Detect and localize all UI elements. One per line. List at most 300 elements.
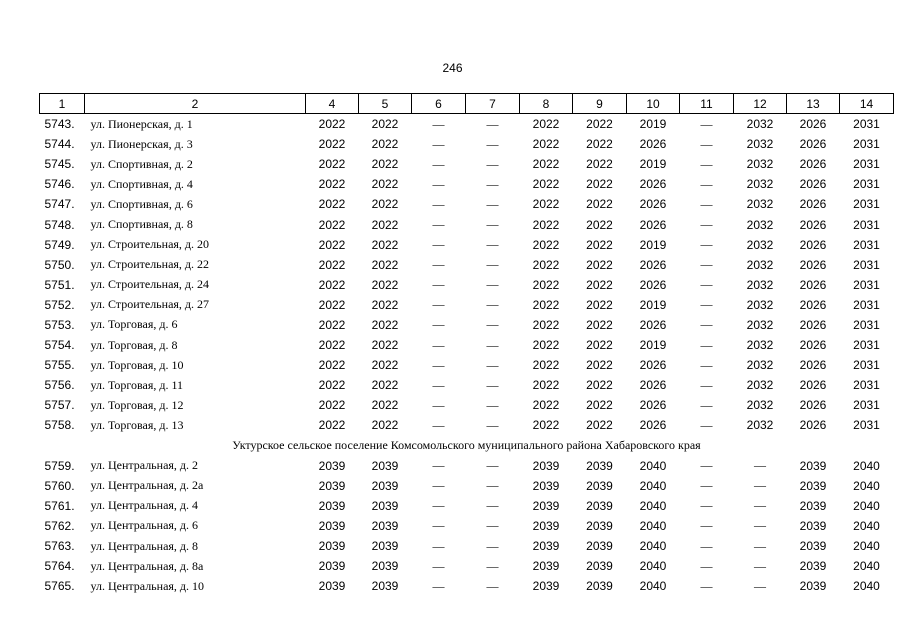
year-cell: — bbox=[700, 237, 713, 252]
year-cell: 2040 bbox=[853, 478, 880, 493]
table-row bbox=[40, 134, 894, 154]
table-row bbox=[40, 476, 894, 496]
year-cell: 2039 bbox=[318, 478, 346, 493]
year-cell: 2026 bbox=[639, 378, 667, 393]
year-cell: — bbox=[754, 578, 766, 593]
year-cell: 2026 bbox=[799, 217, 827, 232]
year-cell: 2022 bbox=[371, 137, 399, 152]
column-header-10: 11 bbox=[680, 94, 734, 114]
year-cell: 2039 bbox=[318, 539, 346, 554]
year-cell: 2022 bbox=[371, 177, 399, 192]
year-cell: 2031 bbox=[853, 418, 880, 433]
year-cell: — bbox=[700, 297, 713, 312]
address-cell: ул. Спортивная, д. 2 bbox=[90, 156, 193, 171]
year-cell: — bbox=[432, 458, 445, 473]
year-cell: — bbox=[486, 417, 499, 432]
year-cell: — bbox=[700, 116, 713, 131]
year-cell: 2026 bbox=[799, 297, 827, 312]
year-cell: 2039 bbox=[371, 559, 399, 574]
year-cell: — bbox=[700, 337, 713, 352]
table-row bbox=[40, 174, 894, 194]
year-cell: — bbox=[700, 257, 713, 272]
year-cell: 2031 bbox=[853, 317, 880, 332]
year-cell: — bbox=[486, 377, 499, 392]
year-cell: 2022 bbox=[318, 317, 346, 332]
year-cell: 2026 bbox=[799, 257, 827, 272]
year-cell: 2022 bbox=[318, 398, 346, 413]
address-cell: ул. Центральная, д. 4 bbox=[90, 498, 199, 513]
year-cell: — bbox=[486, 196, 499, 211]
year-cell: 2031 bbox=[853, 137, 880, 152]
table-row bbox=[40, 355, 894, 375]
column-header-13: 14 bbox=[840, 94, 894, 114]
table-row bbox=[40, 375, 894, 395]
year-cell: 2026 bbox=[639, 418, 667, 433]
year-cell: — bbox=[700, 136, 713, 151]
year-cell: — bbox=[486, 578, 499, 593]
row-number: 5748. bbox=[44, 217, 75, 232]
year-cell: 2022 bbox=[371, 277, 399, 292]
year-cell: 2031 bbox=[853, 398, 880, 413]
year-cell: 2026 bbox=[799, 117, 827, 132]
year-cell: — bbox=[486, 357, 499, 372]
year-cell: 2022 bbox=[532, 237, 560, 252]
year-cell: 2022 bbox=[318, 117, 346, 132]
year-cell: 2022 bbox=[586, 237, 613, 252]
row-number: 5765. bbox=[44, 579, 75, 594]
year-cell: 2039 bbox=[799, 478, 827, 493]
year-cell: 2022 bbox=[532, 398, 560, 413]
year-cell: 2039 bbox=[371, 518, 399, 533]
year-cell: 2022 bbox=[371, 237, 399, 252]
address-cell: ул. Центральная, д. 2а bbox=[90, 478, 204, 493]
year-cell: — bbox=[432, 518, 445, 533]
year-cell: — bbox=[700, 377, 713, 392]
year-cell: 2022 bbox=[318, 197, 346, 212]
year-cell: — bbox=[432, 337, 445, 352]
year-cell: 2026 bbox=[639, 257, 667, 272]
year-cell: 2022 bbox=[318, 177, 346, 192]
year-cell: 2022 bbox=[532, 257, 560, 272]
section-heading-row bbox=[40, 436, 894, 456]
row-number: 5754. bbox=[44, 338, 75, 353]
year-cell: 2022 bbox=[532, 117, 560, 132]
column-header-4: 5 bbox=[359, 94, 412, 114]
year-cell: — bbox=[432, 558, 445, 573]
row-number: 5758. bbox=[44, 418, 75, 433]
row-number: 5747. bbox=[44, 197, 75, 212]
year-cell: 2022 bbox=[318, 378, 346, 393]
year-cell: — bbox=[486, 478, 499, 493]
year-cell: 2039 bbox=[586, 498, 613, 513]
address-cell: ул. Торговая, д. 12 bbox=[90, 397, 184, 412]
year-cell: 2040 bbox=[639, 458, 667, 473]
year-cell: — bbox=[432, 176, 445, 191]
address-cell: ул. Строительная, д. 22 bbox=[90, 257, 210, 272]
year-cell: 2032 bbox=[746, 197, 774, 212]
row-number: 5749. bbox=[44, 237, 75, 252]
table-row bbox=[40, 275, 894, 295]
year-cell: — bbox=[700, 538, 713, 553]
column-header-11: 12 bbox=[734, 94, 787, 114]
row-number: 5752. bbox=[44, 297, 75, 312]
table-row bbox=[40, 194, 894, 214]
year-cell: — bbox=[432, 538, 445, 553]
year-cell: — bbox=[432, 498, 445, 513]
year-cell: — bbox=[486, 397, 499, 412]
year-cell: 2022 bbox=[371, 157, 399, 172]
year-cell: 2026 bbox=[799, 317, 827, 332]
address-cell: ул. Торговая, д. 13 bbox=[90, 417, 184, 432]
year-cell: — bbox=[432, 377, 445, 392]
year-cell: 2022 bbox=[371, 338, 399, 353]
year-cell: 2022 bbox=[532, 177, 560, 192]
column-header-1: 1 bbox=[40, 94, 85, 114]
year-cell: 2039 bbox=[318, 458, 346, 473]
year-cell: — bbox=[486, 297, 499, 312]
year-cell: — bbox=[754, 558, 766, 573]
row-number: 5763. bbox=[44, 539, 75, 554]
year-cell: 2040 bbox=[639, 478, 667, 493]
year-cell: 2040 bbox=[853, 579, 880, 594]
year-cell: 2031 bbox=[853, 217, 880, 232]
table-row bbox=[40, 335, 894, 355]
year-cell: 2032 bbox=[746, 137, 774, 152]
year-cell: — bbox=[700, 478, 713, 493]
year-cell: — bbox=[700, 357, 713, 372]
year-cell: 2039 bbox=[532, 458, 560, 473]
year-cell: 2022 bbox=[586, 277, 613, 292]
year-cell: 2022 bbox=[318, 157, 346, 172]
year-cell: 2022 bbox=[586, 398, 613, 413]
year-cell: 2022 bbox=[532, 297, 560, 312]
year-cell: 2022 bbox=[532, 277, 560, 292]
year-cell: 2026 bbox=[639, 358, 667, 373]
year-cell: 2022 bbox=[586, 217, 613, 232]
year-cell: 2032 bbox=[746, 418, 774, 433]
year-cell: — bbox=[700, 277, 713, 292]
year-cell: 2039 bbox=[318, 579, 346, 594]
year-cell: 2022 bbox=[371, 217, 399, 232]
year-cell: 2040 bbox=[639, 498, 667, 513]
year-cell: 2032 bbox=[746, 117, 774, 132]
year-cell: 2039 bbox=[799, 518, 827, 533]
address-cell: ул. Центральная, д. 8а bbox=[90, 558, 204, 573]
year-cell: 2039 bbox=[799, 458, 827, 473]
year-cell: — bbox=[754, 458, 766, 473]
table-row bbox=[40, 255, 894, 275]
year-cell: 2039 bbox=[799, 498, 827, 513]
year-cell: 2026 bbox=[799, 157, 827, 172]
column-header-7: 8 bbox=[520, 94, 573, 114]
year-cell: 2032 bbox=[746, 358, 774, 373]
year-cell: 2022 bbox=[371, 197, 399, 212]
address-cell: ул. Строительная, д. 27 bbox=[90, 297, 210, 312]
year-cell: — bbox=[700, 458, 713, 473]
row-number: 5756. bbox=[44, 378, 75, 393]
year-cell: — bbox=[700, 317, 713, 332]
year-cell: 2032 bbox=[746, 277, 774, 292]
year-cell: 2022 bbox=[586, 338, 613, 353]
row-number: 5760. bbox=[44, 478, 75, 493]
year-cell: 2031 bbox=[853, 378, 880, 393]
year-cell: 2022 bbox=[318, 277, 346, 292]
year-cell: 2040 bbox=[853, 498, 880, 513]
address-cell: ул. Строительная, д. 20 bbox=[90, 237, 210, 252]
year-cell: 2022 bbox=[532, 137, 560, 152]
year-cell: 2022 bbox=[586, 317, 613, 332]
table-row bbox=[40, 456, 894, 476]
year-cell: 2039 bbox=[586, 478, 613, 493]
year-cell: — bbox=[700, 417, 713, 432]
column-header-12: 13 bbox=[787, 94, 840, 114]
year-cell: 2039 bbox=[586, 559, 613, 574]
year-cell: 2031 bbox=[853, 358, 880, 373]
year-cell: 2022 bbox=[586, 378, 613, 393]
year-cell: 2022 bbox=[318, 257, 346, 272]
address-cell: ул. Торговая, д. 6 bbox=[90, 317, 178, 332]
year-cell: 2022 bbox=[532, 217, 560, 232]
column-header-5: 6 bbox=[412, 94, 466, 114]
year-cell: 2032 bbox=[746, 157, 774, 172]
year-cell: 2022 bbox=[586, 117, 613, 132]
year-cell: 2022 bbox=[586, 137, 613, 152]
year-cell: — bbox=[754, 498, 766, 513]
year-cell: 2039 bbox=[371, 539, 399, 554]
year-cell: 2039 bbox=[318, 518, 346, 533]
year-cell: 2022 bbox=[371, 117, 399, 132]
year-cell: 2022 bbox=[586, 257, 613, 272]
page-number: 246 bbox=[442, 61, 463, 75]
year-cell: — bbox=[700, 217, 713, 232]
year-cell: 2031 bbox=[853, 157, 880, 172]
year-cell: — bbox=[432, 217, 445, 232]
year-cell: 2031 bbox=[853, 197, 880, 212]
data-table bbox=[39, 93, 894, 596]
year-cell: 2019 bbox=[639, 297, 667, 312]
table-row bbox=[40, 154, 894, 174]
row-number: 5744. bbox=[44, 137, 75, 152]
year-cell: 2022 bbox=[371, 257, 399, 272]
year-cell: 2039 bbox=[318, 498, 346, 513]
year-cell: 2022 bbox=[586, 197, 613, 212]
year-cell: 2039 bbox=[371, 498, 399, 513]
year-cell: 2022 bbox=[371, 317, 399, 332]
year-cell: — bbox=[432, 397, 445, 412]
year-cell: — bbox=[486, 176, 499, 191]
year-cell: 2022 bbox=[318, 137, 346, 152]
year-cell: — bbox=[700, 397, 713, 412]
year-cell: — bbox=[486, 317, 499, 332]
year-cell: 2031 bbox=[853, 177, 880, 192]
year-cell: 2022 bbox=[318, 297, 346, 312]
year-cell: — bbox=[432, 478, 445, 493]
year-cell: 2039 bbox=[586, 518, 613, 533]
address-cell: ул. Центральная, д. 10 bbox=[90, 578, 205, 593]
header-row bbox=[40, 94, 894, 114]
year-cell: 2031 bbox=[853, 237, 880, 252]
year-cell: 2032 bbox=[746, 338, 774, 353]
table-row bbox=[40, 235, 894, 255]
year-cell: 2032 bbox=[746, 297, 774, 312]
year-cell: — bbox=[432, 357, 445, 372]
row-number: 5759. bbox=[44, 458, 75, 473]
year-cell: — bbox=[486, 558, 499, 573]
year-cell: — bbox=[432, 277, 445, 292]
address-cell: ул. Центральная, д. 2 bbox=[90, 458, 199, 473]
year-cell: — bbox=[700, 558, 713, 573]
year-cell: — bbox=[700, 176, 713, 191]
address-cell: ул. Торговая, д. 10 bbox=[90, 357, 184, 372]
row-number: 5762. bbox=[44, 518, 75, 533]
year-cell: 2040 bbox=[639, 518, 667, 533]
row-number: 5753. bbox=[44, 317, 75, 332]
year-cell: — bbox=[700, 196, 713, 211]
year-cell: — bbox=[432, 417, 445, 432]
year-cell: — bbox=[432, 136, 445, 151]
year-cell: — bbox=[486, 277, 499, 292]
year-cell: — bbox=[754, 518, 766, 533]
year-cell: 2022 bbox=[586, 297, 613, 312]
table-row bbox=[40, 315, 894, 335]
year-cell: 2040 bbox=[639, 559, 667, 574]
address-cell: ул. Спортивная, д. 8 bbox=[90, 217, 193, 232]
year-cell: 2022 bbox=[532, 418, 560, 433]
year-cell: 2039 bbox=[586, 579, 613, 594]
year-cell: 2022 bbox=[586, 358, 613, 373]
table-row bbox=[40, 556, 894, 576]
year-cell: 2022 bbox=[371, 398, 399, 413]
year-cell: 2022 bbox=[532, 317, 560, 332]
year-cell: 2026 bbox=[639, 277, 667, 292]
year-cell: 2032 bbox=[746, 317, 774, 332]
row-number: 5746. bbox=[44, 177, 75, 192]
row-number: 5743. bbox=[44, 117, 75, 132]
year-cell: 2040 bbox=[853, 559, 880, 574]
year-cell: 2039 bbox=[586, 539, 613, 554]
year-cell: 2019 bbox=[639, 157, 667, 172]
year-cell: 2026 bbox=[639, 177, 667, 192]
year-cell: — bbox=[700, 156, 713, 171]
year-cell: 2039 bbox=[318, 559, 346, 574]
year-cell: — bbox=[486, 458, 499, 473]
year-cell: 2026 bbox=[799, 378, 827, 393]
year-cell: 2026 bbox=[639, 398, 667, 413]
year-cell: 2031 bbox=[853, 297, 880, 312]
year-cell: — bbox=[700, 578, 713, 593]
table-row bbox=[40, 114, 894, 135]
year-cell: 2022 bbox=[318, 358, 346, 373]
year-cell: 2026 bbox=[639, 197, 667, 212]
year-cell: 2026 bbox=[799, 237, 827, 252]
year-cell: 2026 bbox=[639, 317, 667, 332]
year-cell: — bbox=[754, 538, 766, 553]
year-cell: 2026 bbox=[799, 398, 827, 413]
year-cell: 2039 bbox=[586, 458, 613, 473]
table-body bbox=[40, 114, 894, 597]
year-cell: 2039 bbox=[532, 579, 560, 594]
address-cell: ул. Торговая, д. 8 bbox=[90, 337, 178, 352]
year-cell: 2031 bbox=[853, 338, 880, 353]
year-cell: 2040 bbox=[853, 539, 880, 554]
year-cell: — bbox=[486, 136, 499, 151]
year-cell: 2032 bbox=[746, 177, 774, 192]
column-header-2: 2 bbox=[85, 94, 306, 114]
address-cell: ул. Спортивная, д. 6 bbox=[90, 196, 193, 211]
year-cell: 2022 bbox=[318, 418, 346, 433]
row-number: 5755. bbox=[44, 358, 75, 373]
section-heading: Уктурское сельское поселение Комсомольского муниципального района Хабаровского края bbox=[232, 438, 701, 453]
year-cell: 2032 bbox=[746, 217, 774, 232]
year-cell: 2022 bbox=[371, 297, 399, 312]
year-cell: — bbox=[486, 237, 499, 252]
year-cell: 2022 bbox=[532, 157, 560, 172]
year-cell: 2039 bbox=[532, 498, 560, 513]
year-cell: — bbox=[432, 156, 445, 171]
table-row bbox=[40, 415, 894, 435]
year-cell: 2039 bbox=[799, 539, 827, 554]
year-cell: 2022 bbox=[586, 177, 613, 192]
year-cell: 2026 bbox=[639, 137, 667, 152]
year-cell: — bbox=[486, 337, 499, 352]
year-cell: 2039 bbox=[799, 579, 827, 594]
year-cell: 2022 bbox=[318, 217, 346, 232]
year-cell: — bbox=[432, 297, 445, 312]
year-cell: 2022 bbox=[532, 358, 560, 373]
year-cell: 2022 bbox=[586, 418, 613, 433]
year-cell: 2039 bbox=[371, 478, 399, 493]
year-cell: 2026 bbox=[799, 418, 827, 433]
row-number: 5761. bbox=[44, 498, 75, 513]
year-cell: 2022 bbox=[371, 358, 399, 373]
row-number: 5745. bbox=[44, 157, 75, 172]
year-cell: 2040 bbox=[639, 539, 667, 554]
row-number: 5751. bbox=[44, 277, 75, 292]
address-cell: ул. Строительная, д. 24 bbox=[90, 277, 210, 292]
table-row bbox=[40, 496, 894, 516]
year-cell: 2032 bbox=[746, 237, 774, 252]
year-cell: 2039 bbox=[532, 478, 560, 493]
year-cell: — bbox=[432, 196, 445, 211]
year-cell: — bbox=[486, 518, 499, 533]
year-cell: — bbox=[486, 217, 499, 232]
year-cell: 2031 bbox=[853, 257, 880, 272]
year-cell: 2026 bbox=[799, 277, 827, 292]
column-header-3: 4 bbox=[306, 94, 359, 114]
year-cell: 2019 bbox=[639, 237, 667, 252]
row-number: 5750. bbox=[44, 257, 75, 272]
year-cell: 2022 bbox=[318, 338, 346, 353]
year-cell: 2026 bbox=[799, 177, 827, 192]
year-cell: 2026 bbox=[799, 358, 827, 373]
year-cell: — bbox=[432, 237, 445, 252]
year-cell: 2026 bbox=[799, 197, 827, 212]
year-cell: 2022 bbox=[318, 237, 346, 252]
year-cell: 2032 bbox=[746, 257, 774, 272]
year-cell: 2040 bbox=[853, 458, 880, 473]
year-cell: 2039 bbox=[532, 559, 560, 574]
year-cell: — bbox=[486, 116, 499, 131]
row-number: 5764. bbox=[44, 559, 75, 574]
year-cell: 2026 bbox=[799, 338, 827, 353]
year-cell: 2019 bbox=[639, 338, 667, 353]
year-cell: 2040 bbox=[639, 579, 667, 594]
address-cell: ул. Центральная, д. 6 bbox=[90, 518, 199, 533]
year-cell: — bbox=[432, 317, 445, 332]
year-cell: 2022 bbox=[586, 157, 613, 172]
address-cell: ул. Пионерская, д. 1 bbox=[90, 116, 193, 131]
year-cell: 2039 bbox=[371, 579, 399, 594]
